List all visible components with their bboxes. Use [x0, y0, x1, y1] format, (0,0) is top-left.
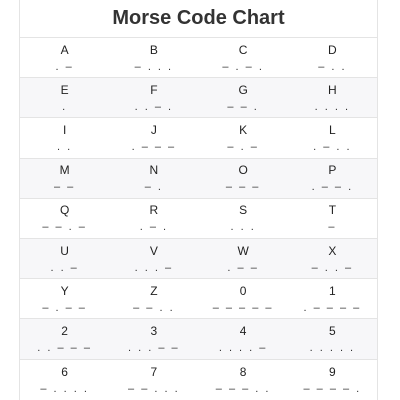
symbol-char: D — [328, 42, 337, 57]
morse-code: . . – — [50, 261, 79, 274]
morse-code: – . . — [318, 60, 347, 73]
symbol-char: 0 — [239, 283, 247, 298]
morse-code: – – — [53, 181, 76, 194]
symbol-char: O — [238, 163, 248, 178]
symbol-cell — [109, 319, 198, 358]
symbol-cell — [199, 319, 288, 358]
symbol-cell — [288, 78, 377, 117]
morse-code: – – . . . — [128, 382, 180, 395]
morse-code: – – . . — [133, 301, 175, 314]
chart-row — [20, 199, 377, 239]
symbol-cell — [199, 239, 288, 278]
morse-code: . . . – — [134, 261, 174, 274]
chart-row — [20, 319, 377, 359]
symbol-cell — [109, 239, 198, 278]
chart-row — [20, 159, 377, 199]
morse-code: – . . – — [311, 261, 354, 274]
symbol-char: E — [60, 82, 69, 97]
morse-code: . . . – – — [128, 341, 180, 354]
morse-code: – . – – — [42, 301, 87, 314]
morse-code: . . . . . — [309, 341, 356, 354]
symbol-char: S — [239, 203, 248, 218]
morse-code: . – — [55, 60, 74, 73]
morse-code: . . . . — [314, 100, 351, 113]
symbol-cell — [20, 199, 109, 238]
morse-code: . . . . – — [218, 341, 268, 354]
morse-grid — [20, 38, 377, 400]
symbol-cell — [288, 159, 377, 198]
chart-row — [20, 78, 377, 118]
symbol-cell — [288, 360, 377, 400]
morse-chart — [19, 0, 378, 400]
symbol-cell — [109, 159, 198, 198]
morse-code: . – . . — [313, 140, 352, 153]
morse-code: . . — [57, 140, 73, 153]
symbol-char: C — [238, 42, 248, 57]
symbol-char: Z — [150, 283, 158, 298]
symbol-cell — [20, 360, 109, 400]
morse-code: . – – – – — [303, 301, 362, 314]
symbol-char: T — [328, 203, 337, 218]
morse-code: . – – – — [131, 140, 177, 153]
morse-code: – . . . — [134, 60, 174, 73]
symbol-cell — [20, 38, 109, 77]
morse-code: – – – – . — [303, 382, 362, 395]
symbol-char: H — [328, 82, 337, 97]
chart-row — [20, 118, 377, 158]
symbol-cell — [199, 360, 288, 400]
symbol-char: X — [328, 243, 337, 258]
symbol-char: 1 — [329, 283, 336, 298]
symbol-cell — [199, 38, 288, 77]
symbol-char: P — [328, 163, 337, 178]
chart-row — [20, 279, 377, 319]
symbol-char: 8 — [239, 364, 247, 379]
symbol-char: 4 — [239, 323, 247, 338]
symbol-cell — [20, 279, 109, 318]
symbol-char: M — [59, 163, 70, 178]
morse-code: . – – . — [311, 181, 354, 194]
symbol-cell — [20, 319, 109, 358]
symbol-cell — [288, 279, 377, 318]
morse-code: – – – . . — [215, 382, 271, 395]
symbol-char: 3 — [150, 323, 158, 338]
symbol-cell — [288, 239, 377, 278]
symbol-char: K — [239, 122, 248, 137]
symbol-cell — [109, 360, 198, 400]
symbol-cell — [20, 239, 109, 278]
chart-row — [20, 239, 377, 279]
morse-code: – – . – — [42, 221, 87, 234]
symbol-char: 7 — [150, 364, 158, 379]
symbol-cell — [199, 118, 288, 157]
morse-code: . . – . — [134, 100, 174, 113]
symbol-char: 6 — [61, 364, 68, 379]
morse-code: – . — [144, 181, 163, 194]
symbol-char: Q — [59, 203, 70, 218]
symbol-char: I — [62, 122, 67, 137]
morse-code: . . – – – — [37, 341, 92, 354]
morse-code: – . – — [227, 140, 259, 153]
chart-title: Morse Code Chart — [20, 0, 377, 38]
symbol-char: 9 — [329, 364, 336, 379]
symbol-char: V — [149, 243, 158, 258]
symbol-cell — [288, 319, 377, 358]
chart-row — [20, 360, 377, 400]
morse-code: . — [62, 100, 68, 113]
symbol-char: W — [237, 243, 249, 258]
morse-code: – – – – – — [212, 301, 274, 314]
symbol-cell — [20, 118, 109, 157]
symbol-char: J — [150, 122, 157, 137]
symbol-char: A — [60, 42, 69, 57]
morse-code: – – . — [227, 100, 259, 113]
chart-row — [20, 38, 377, 78]
morse-code: . – . — [139, 221, 169, 234]
symbol-char: N — [149, 163, 159, 178]
morse-code: – — [328, 221, 337, 234]
symbol-cell — [109, 78, 198, 117]
symbol-char: F — [150, 82, 158, 97]
symbol-cell — [109, 199, 198, 238]
symbol-cell — [20, 78, 109, 117]
symbol-cell — [199, 159, 288, 198]
symbol-char: B — [149, 42, 158, 57]
symbol-cell — [20, 159, 109, 198]
symbol-cell — [288, 199, 377, 238]
symbol-char: 2 — [61, 323, 68, 338]
morse-code: – . – . — [222, 60, 264, 73]
symbol-char: U — [60, 243, 69, 258]
symbol-cell — [109, 38, 198, 77]
symbol-cell — [199, 78, 288, 117]
symbol-char: 5 — [329, 323, 336, 338]
symbol-char: R — [149, 203, 159, 218]
symbol-char: G — [238, 82, 248, 97]
symbol-cell — [109, 118, 198, 157]
symbol-char: L — [329, 122, 336, 137]
morse-code: . . . — [230, 221, 256, 234]
symbol-char: Y — [60, 283, 69, 298]
symbol-cell — [199, 279, 288, 318]
morse-code: . – – — [227, 261, 259, 274]
symbol-cell — [109, 279, 198, 318]
symbol-cell — [199, 199, 288, 238]
morse-code: – . . . . — [40, 382, 89, 395]
symbol-cell — [288, 38, 377, 77]
morse-code: – – – — [225, 181, 261, 194]
symbol-cell — [288, 118, 377, 157]
